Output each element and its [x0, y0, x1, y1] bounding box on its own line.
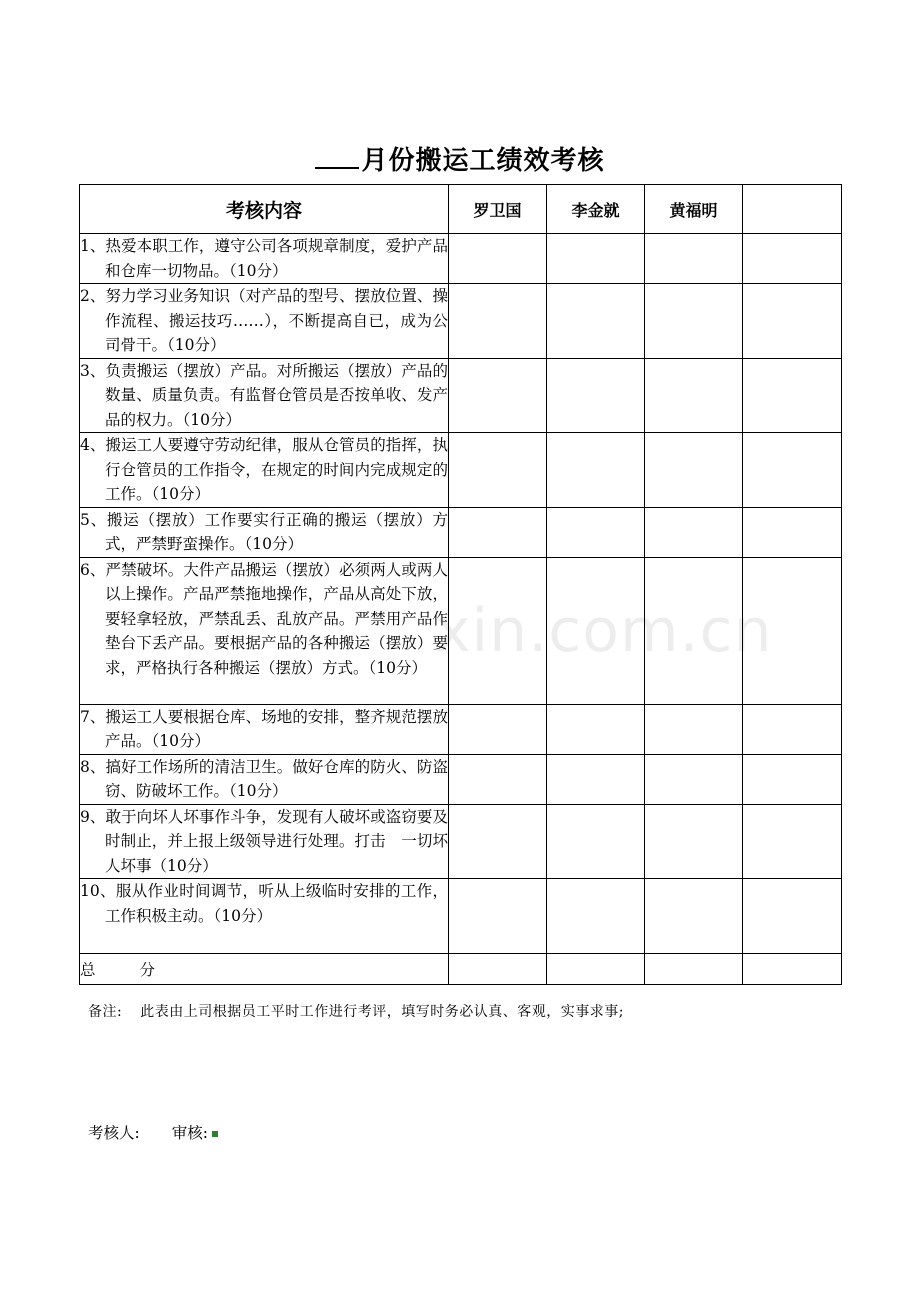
item-text: 4、搬运工人要遵守劳动纪律，服从仓管员的指挥，执行仓管员的工作指令，在规定的时间内完成规定的工作。（10分）: [80, 436, 448, 503]
score-cell[interactable]: [547, 358, 645, 433]
signoff: [88, 1121, 218, 1143]
score-cell[interactable]: [743, 804, 842, 879]
score-cell[interactable]: [743, 433, 842, 508]
item-cell: [80, 284, 449, 359]
score-cell[interactable]: [547, 234, 645, 284]
header-name-4: [743, 185, 842, 234]
item-cell: [80, 754, 449, 804]
remark: [88, 1001, 624, 1021]
item-text: 3、负责搬运（摆放）产品。对所搬运（摆放）产品的数量、质量负责。有监督仓管员是否按单收、发产品的权力。（10分）: [80, 361, 448, 429]
total-cell[interactable]: [449, 954, 547, 985]
item-text: 9、敢于向坏人坏事作斗争，发现有人破坏或盗窃要及时制止，并上报上级领导进行处理。打击 一切坏人坏事（10分）: [80, 807, 448, 875]
score-cell[interactable]: [645, 507, 743, 557]
item-cell: [80, 358, 449, 433]
score-cell[interactable]: [645, 433, 743, 508]
item-cell: [80, 804, 449, 879]
table-row: [80, 804, 842, 879]
item-cell: [80, 557, 449, 704]
item-cell: [80, 704, 449, 754]
table-row: [80, 879, 842, 954]
score-cell[interactable]: [645, 234, 743, 284]
total-cell[interactable]: [743, 954, 842, 985]
score-cell[interactable]: [547, 804, 645, 879]
score-cell[interactable]: [449, 234, 547, 284]
total-cell[interactable]: [645, 954, 743, 985]
score-cell[interactable]: [645, 358, 743, 433]
score-cell[interactable]: [743, 879, 842, 954]
header-name-2: 李金就: [547, 185, 645, 234]
table-row: [80, 704, 842, 754]
score-cell[interactable]: [743, 284, 842, 359]
score-cell[interactable]: [645, 284, 743, 359]
score-cell[interactable]: [743, 358, 842, 433]
total-row: [80, 954, 842, 985]
score-cell[interactable]: [547, 754, 645, 804]
score-cell[interactable]: [449, 557, 547, 704]
score-cell[interactable]: [547, 284, 645, 359]
total-label-2: 分: [139, 961, 156, 979]
item-cell: [80, 507, 449, 557]
score-cell[interactable]: [743, 234, 842, 284]
score-cell[interactable]: [449, 358, 547, 433]
header-name-1: 罗卫国: [449, 185, 547, 234]
item-cell: [80, 433, 449, 508]
score-cell[interactable]: [449, 284, 547, 359]
item-text: 6、严禁破坏。大件产品搬运（摆放）必须两人或两人以上操作。产品严禁拖地操作，产品从高处下放，要轻拿轻放，严禁乱丢、乱放产品。严禁用产品作垫台下丢产品。要根据产品的各种搬运（摆放）要求，严格执行各种搬运（摆放）方式。（10分）: [80, 560, 448, 677]
table-row: [80, 507, 842, 557]
total-label-1: 总: [80, 961, 96, 979]
table-row: [80, 557, 842, 704]
score-cell[interactable]: [547, 879, 645, 954]
total-cell[interactable]: [547, 954, 645, 985]
title-text: 月份搬运工绩效考核: [361, 146, 605, 176]
assessment-table: [79, 184, 842, 985]
watermark: xin.com.cn: [435, 596, 773, 666]
header-content: 考核内容: [80, 185, 449, 234]
item-text: 7、搬运工人要根据仓库、场地的安排，整齐规范摆放产品。（10分）: [80, 707, 448, 750]
score-cell[interactable]: [449, 704, 547, 754]
table-row: [80, 284, 842, 359]
item-text: 1、热爱本职工作，遵守公司各项规章制度，爱护产品和仓库一切物品。（10分）: [80, 237, 448, 280]
score-cell[interactable]: [743, 754, 842, 804]
score-cell[interactable]: [645, 879, 743, 954]
item-cell: [80, 879, 449, 954]
remark-text: 此表由上司根据员工平时工作进行考评，填写时务必认真、客观，实事求事;: [140, 1004, 624, 1020]
score-cell[interactable]: [645, 754, 743, 804]
score-cell[interactable]: [449, 754, 547, 804]
score-cell[interactable]: [743, 507, 842, 557]
item-text: 10、服从作业时间调节，听从上级临时安排的工作，工作积极主动。（10分）: [80, 882, 448, 925]
green-square-icon: [212, 1131, 218, 1137]
remark-label: 备注:: [88, 1004, 123, 1020]
score-cell[interactable]: [645, 804, 743, 879]
month-blank[interactable]: [315, 143, 359, 169]
header-row: [80, 185, 842, 234]
table-row: [80, 433, 842, 508]
total-label: [80, 954, 449, 985]
item-text: 8、搞好工作场所的清洁卫生。做好仓库的防火、防盗窃、防破坏工作。（10分）: [80, 757, 448, 800]
table-row: [80, 754, 842, 804]
score-cell[interactable]: [547, 433, 645, 508]
item-text: 5、搬运（摆放）工作要实行正确的搬运（摆放）方式，严禁野蛮操作。（10分）: [80, 510, 448, 553]
header-name-3: 黄福明: [645, 185, 743, 234]
reviewer-label: 审核:: [171, 1124, 208, 1142]
score-cell[interactable]: [743, 704, 842, 754]
score-cell[interactable]: [547, 704, 645, 754]
score-cell[interactable]: [547, 507, 645, 557]
score-cell[interactable]: [449, 804, 547, 879]
score-cell[interactable]: [743, 557, 842, 704]
table-row: [80, 234, 842, 284]
score-cell[interactable]: [449, 433, 547, 508]
item-text: 2、努力学习业务知识（对产品的型号、摆放位置、操作流程、搬运技巧……），不断提高自已，成为公司骨干。（10分）: [80, 287, 448, 354]
score-cell[interactable]: [547, 557, 645, 704]
score-cell[interactable]: [449, 879, 547, 954]
score-cell[interactable]: [645, 704, 743, 754]
assessor-label: 考核人:: [88, 1124, 140, 1142]
table-row: [80, 358, 842, 433]
page-title: [0, 140, 920, 177]
score-cell[interactable]: [449, 507, 547, 557]
item-cell: [80, 234, 449, 284]
score-cell[interactable]: [645, 557, 743, 704]
